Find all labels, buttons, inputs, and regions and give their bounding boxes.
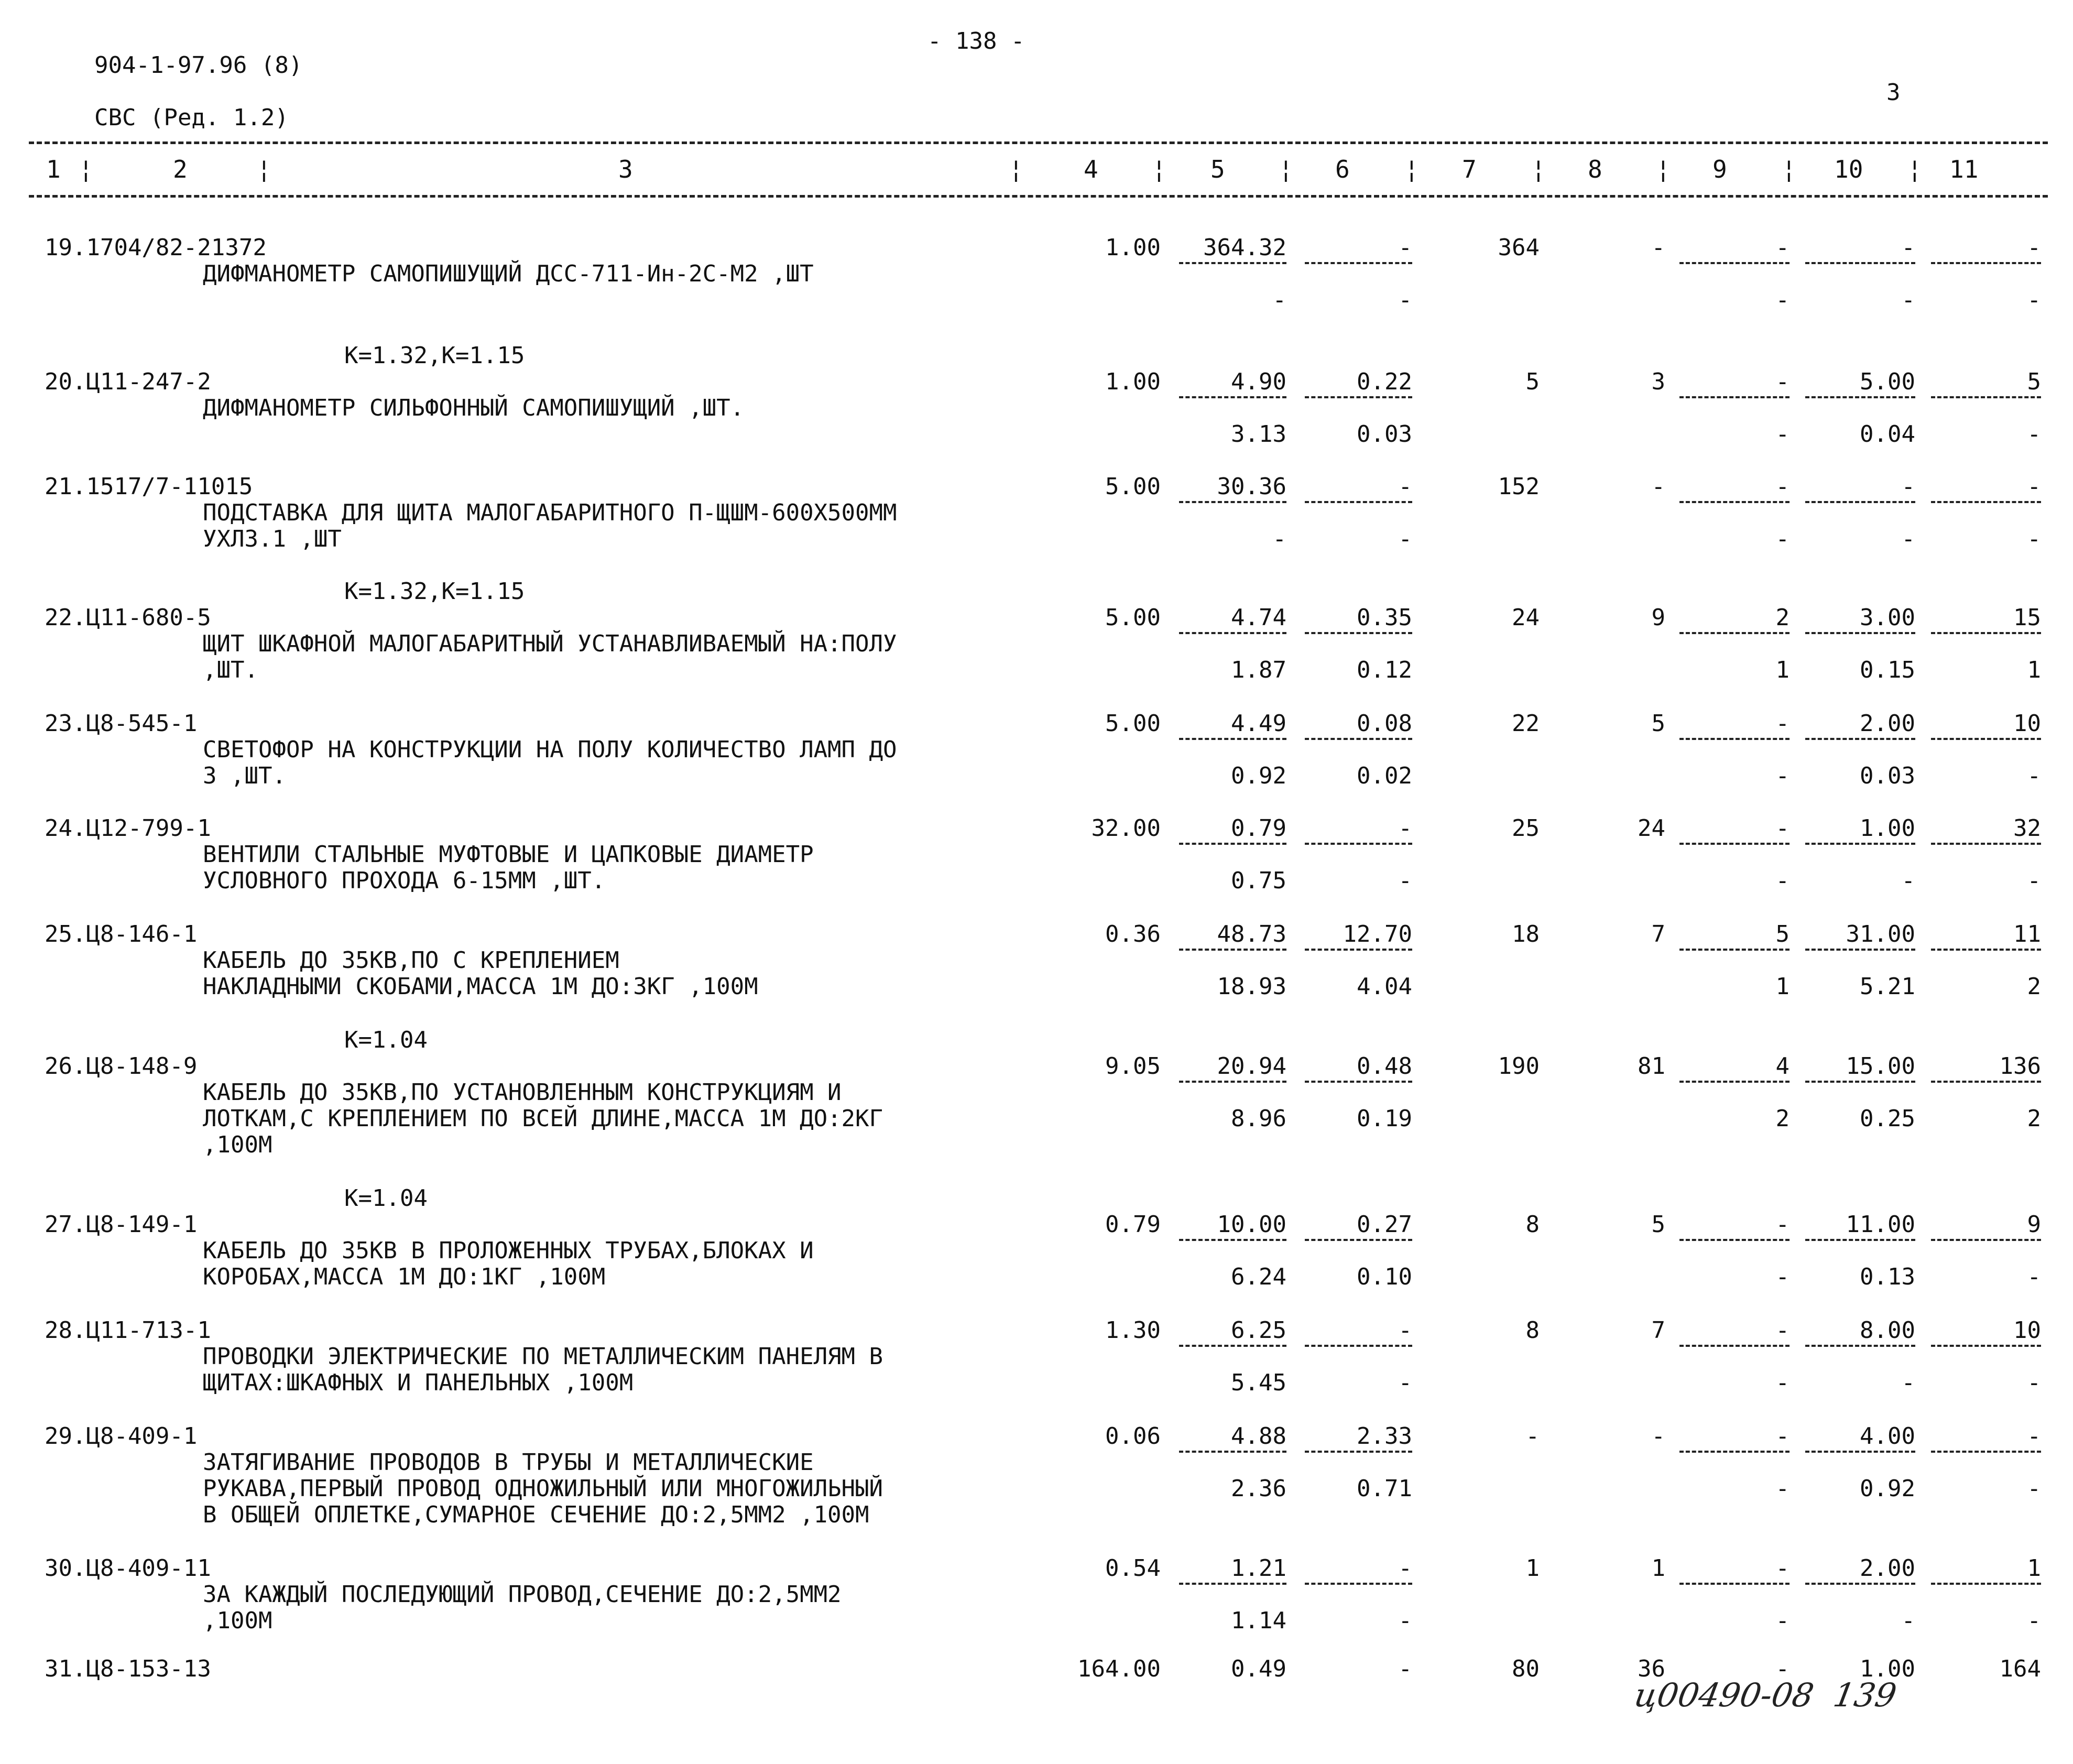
cell-col9: 4	[1775, 1053, 1790, 1080]
cell-col6-lower: 0.03	[1357, 421, 1412, 448]
cell-col7: 190	[1498, 1053, 1540, 1080]
fraction-rule	[1805, 1239, 1915, 1241]
fraction-rule	[1305, 632, 1412, 634]
column-number-5: 5	[1210, 155, 1225, 183]
column-number-2: 2	[173, 155, 188, 183]
fraction-rule	[1305, 396, 1412, 398]
cell-col6-lower: -	[1398, 526, 1412, 552]
fraction-rule	[1805, 1081, 1915, 1083]
cell-col6: 0.48	[1357, 1053, 1412, 1080]
cell-col9-lower: -	[1775, 526, 1790, 552]
fraction-rule	[1679, 1583, 1790, 1585]
fraction-rule	[1805, 396, 1915, 398]
cell-col10-lower: -	[1901, 526, 1915, 552]
cell-col9: 2	[1775, 604, 1790, 631]
cell-col7: 152	[1498, 473, 1540, 500]
row-description-line: ,ШТ.	[203, 657, 258, 683]
row-description-line: УХЛ3.1 ,ШТ	[203, 526, 342, 552]
cell-col11: 32	[2013, 815, 2041, 842]
cell-col8: 3	[1651, 368, 1665, 395]
cell-col6: 2.33	[1357, 1423, 1412, 1450]
cell-col9-lower: -	[1775, 763, 1790, 789]
cell-col6: -	[1398, 1317, 1412, 1344]
cell-col11: 9	[2027, 1211, 2041, 1238]
cell-col8: -	[1651, 234, 1665, 261]
row-description-line: УСЛОВНОГО ПРОХОДА 6-15ММ ,ШТ.	[203, 867, 606, 894]
cell-col6-lower: 0.12	[1357, 657, 1412, 683]
row-description-line: ДИФМАНОМЕТР САМОПИШУЩИЙ ДСС-711-Ин-2С-М2 ,ШТ	[203, 260, 814, 287]
cell-col7: 364	[1498, 234, 1540, 261]
cell-col9-lower: -	[1775, 1475, 1790, 1502]
cell-col11-lower: -	[2027, 1264, 2041, 1290]
row-description-line: КАБЕЛЬ ДО 35КВ В ПРОЛОЖЕННЫХ ТРУБАХ,БЛОКАХ И	[203, 1237, 814, 1264]
column-separator: ¦	[257, 155, 271, 183]
fraction-rule	[1931, 501, 2041, 503]
cell-col8: 7	[1651, 1317, 1665, 1344]
cell-col9-lower: 1	[1775, 973, 1790, 1000]
fraction-rule	[1179, 1345, 1286, 1347]
cell-col11: -	[2027, 234, 2041, 261]
coefficient-line: K=1.04	[344, 1027, 428, 1053]
fraction-rule	[1679, 632, 1790, 634]
cell-col5: 6.25	[1231, 1317, 1286, 1344]
fraction-rule	[1679, 949, 1790, 951]
cell-col8: -	[1651, 1423, 1665, 1450]
fraction-rule	[1931, 1451, 2041, 1453]
row-description-line: ЛОТКАМ,С КРЕПЛЕНИЕМ ПО ВСЕЙ ДЛИНЕ,МАССА 1М ДО:2КГ	[203, 1105, 883, 1132]
fraction-rule	[1305, 501, 1412, 503]
cell-col8: 5	[1651, 1211, 1665, 1238]
cell-col10: -	[1901, 473, 1915, 500]
cell-col11-lower: 2	[2027, 1105, 2041, 1132]
fraction-rule	[1931, 1345, 2041, 1347]
fraction-rule	[1805, 843, 1915, 845]
fraction-rule	[1305, 1081, 1412, 1083]
cell-col4: 1.00	[1105, 368, 1161, 395]
cell-col10: 3.00	[1860, 604, 1915, 631]
fraction-rule	[1931, 262, 2041, 264]
cell-col6: 0.35	[1357, 604, 1412, 631]
fraction-rule	[1931, 738, 2041, 740]
cell-col9: -	[1775, 1423, 1790, 1450]
cell-col10: 31.00	[1846, 921, 1915, 948]
cell-col6: -	[1398, 1656, 1412, 1682]
cell-col5-lower: 1.87	[1231, 657, 1286, 683]
cell-col7: 80	[1512, 1656, 1540, 1682]
cell-col6: 0.27	[1357, 1211, 1412, 1238]
fraction-rule	[1679, 1451, 1790, 1453]
cell-col6: 0.08	[1357, 710, 1412, 737]
fraction-rule	[1679, 843, 1790, 845]
cell-col4: 0.06	[1105, 1423, 1161, 1450]
cell-col4: 0.79	[1105, 1211, 1161, 1238]
cell-col7: -	[1525, 1423, 1540, 1450]
doc-code: 904-1-97.96 (8)	[94, 52, 303, 79]
fraction-rule	[1179, 1583, 1286, 1585]
column-number-10: 10	[1834, 155, 1863, 183]
handwritten-note: ц00490-08 139	[1631, 1676, 1900, 1714]
row-description-line: ПРОВОДКИ ЭЛЕКТРИЧЕСКИЕ ПО МЕТАЛЛИЧЕСКИМ ПАНЕЛЯМ В	[203, 1343, 883, 1370]
cell-col9-lower: 1	[1775, 657, 1790, 683]
cell-col9: -	[1775, 1317, 1790, 1344]
fraction-rule	[1179, 738, 1286, 740]
row-description-line: ВЕНТИЛИ СТАЛЬНЫЕ МУФТОВЫЕ И ЦАПКОВЫЕ ДИАМЕТР	[203, 841, 814, 868]
cell-col5: 4.90	[1231, 368, 1286, 395]
cell-col9-lower: -	[1775, 1607, 1790, 1634]
fraction-rule	[1179, 262, 1286, 264]
fraction-rule	[1305, 843, 1412, 845]
row-code: 23.Ц8-545-1	[45, 710, 198, 737]
cell-col6-lower: 0.10	[1357, 1264, 1412, 1290]
cell-col4: 0.36	[1105, 921, 1161, 948]
fraction-rule	[1305, 1239, 1412, 1241]
cell-col11: 136	[1999, 1053, 2041, 1080]
coefficient-line: K=1.04	[344, 1185, 428, 1212]
cell-col11-lower: 1	[2027, 657, 2041, 683]
column-number-9: 9	[1712, 155, 1727, 183]
cell-col10-lower: 0.15	[1860, 657, 1915, 683]
cell-col5-lower: 0.75	[1231, 867, 1286, 894]
fraction-rule	[1179, 1081, 1286, 1083]
cell-col4: 9.05	[1105, 1053, 1161, 1080]
column-number-1: 1	[46, 155, 61, 183]
fraction-rule	[1179, 1451, 1286, 1453]
cell-col8: 5	[1651, 710, 1665, 737]
cell-col6-lower: -	[1398, 1607, 1412, 1634]
cell-col10: 4.00	[1860, 1423, 1915, 1450]
program-version: СВС (Ред. 1.2)	[94, 104, 289, 131]
cell-col5: 20.94	[1217, 1053, 1286, 1080]
fraction-rule	[1305, 262, 1412, 264]
cell-col10-lower: 0.92	[1860, 1475, 1915, 1502]
cell-col7: 8	[1525, 1211, 1540, 1238]
fraction-rule	[1679, 1239, 1790, 1241]
cell-col11-lower: 2	[2027, 973, 2041, 1000]
fraction-rule	[1179, 632, 1286, 634]
cell-col5: 30.36	[1217, 473, 1286, 500]
cell-col6-lower: 0.71	[1357, 1475, 1412, 1502]
coefficient-line: K=1.32,K=1.15	[344, 578, 525, 605]
fraction-rule	[1179, 843, 1286, 845]
row-description-line: ЩИТАХ:ШКАФНЫХ И ПАНЕЛЬНЫХ ,100М	[203, 1369, 634, 1396]
row-code: 26.Ц8-148-9	[45, 1053, 198, 1080]
row-description-line: КАБЕЛЬ ДО 35КВ,ПО С КРЕПЛЕНИЕМ	[203, 947, 619, 974]
cell-col4: 32.00	[1091, 815, 1161, 842]
fraction-rule	[1931, 1239, 2041, 1241]
cell-col10-lower: -	[1901, 1607, 1915, 1634]
cell-col9: -	[1775, 1656, 1790, 1682]
fraction-rule	[1305, 1345, 1412, 1347]
cell-col11: 15	[2013, 604, 2041, 631]
row-description-line: РУКАВА,ПЕРВЫЙ ПРОВОД ОДНОЖИЛЬНЫЙ ИЛИ МНОГОЖИЛЬНЫЙ	[203, 1475, 883, 1502]
row-code: 24.Ц12-799-1	[45, 815, 211, 842]
fraction-rule	[1805, 949, 1915, 951]
cell-col11-lower: -	[2027, 763, 2041, 789]
header-bottom-rule	[29, 195, 2048, 198]
row-description-line: КОРОБАХ,МАССА 1М ДО:1КГ ,100М	[203, 1264, 606, 1290]
cell-col11-lower: -	[2027, 421, 2041, 448]
cell-col7: 18	[1512, 921, 1540, 948]
cell-col8: 7	[1651, 921, 1665, 948]
cell-col5: 1.21	[1231, 1555, 1286, 1582]
cell-col11-lower: -	[2027, 287, 2041, 313]
column-separator: ¦	[1009, 155, 1023, 183]
column-number-11: 11	[1949, 155, 1979, 183]
fraction-rule	[1305, 1583, 1412, 1585]
cell-col10-lower: 0.25	[1860, 1105, 1915, 1132]
fraction-rule	[1931, 1583, 2041, 1585]
cell-col10: 2.00	[1860, 710, 1915, 737]
cell-col9: -	[1775, 1211, 1790, 1238]
cell-col5: 4.74	[1231, 604, 1286, 631]
row-code: 31.Ц8-153-13	[45, 1656, 211, 1682]
fraction-rule	[1305, 949, 1412, 951]
cell-col11: -	[2027, 473, 2041, 500]
column-separator: ¦	[79, 155, 93, 183]
cell-col6-lower: 0.02	[1357, 763, 1412, 789]
row-code: 19.1704/82-21372	[45, 234, 267, 261]
cell-col9: 5	[1775, 921, 1790, 948]
cell-col11: 5	[2027, 368, 2041, 395]
sheet-mark: 3	[1886, 79, 1901, 106]
row-description-line: ,100М	[203, 1607, 272, 1634]
cell-col9: -	[1775, 1555, 1790, 1582]
cell-col9: -	[1775, 473, 1790, 500]
cell-col6: -	[1398, 473, 1412, 500]
cell-col9-lower: -	[1775, 287, 1790, 313]
row-code: 20.Ц11-247-2	[45, 368, 211, 395]
fraction-rule	[1805, 501, 1915, 503]
column-number-8: 8	[1588, 155, 1602, 183]
cell-col8: -	[1651, 473, 1665, 500]
row-code: 28.Ц11-713-1	[45, 1317, 211, 1344]
cell-col11-lower: -	[2027, 1607, 2041, 1634]
row-description-line: ДИФМАНОМЕТР СИЛЬФОННЫЙ САМОПИШУЩИЙ ,ШТ.	[203, 395, 745, 421]
column-number-7: 7	[1462, 155, 1477, 183]
row-description-line: ПОДСТАВКА ДЛЯ ЩИТА МАЛОГАБАРИТНОГО П-ЩШМ-600Х500ММ	[203, 499, 897, 526]
cell-col9-lower: -	[1775, 1369, 1790, 1396]
cell-col6: -	[1398, 234, 1412, 261]
cell-col5-lower: 8.96	[1231, 1105, 1286, 1132]
cell-col11-lower: -	[2027, 1369, 2041, 1396]
row-code: 29.Ц8-409-1	[45, 1423, 198, 1450]
cell-col9: -	[1775, 815, 1790, 842]
fraction-rule	[1179, 396, 1286, 398]
column-number-3: 3	[618, 155, 633, 183]
column-separator: ¦	[1279, 155, 1293, 183]
cell-col11: 10	[2013, 710, 2041, 737]
cell-col11-lower: -	[2027, 526, 2041, 552]
cell-col8: 9	[1651, 604, 1665, 631]
cell-col9-lower: -	[1775, 421, 1790, 448]
cell-col9: -	[1775, 234, 1790, 261]
cell-col6: -	[1398, 1555, 1412, 1582]
row-description-line: НАКЛАДНЫМИ СКОБАМИ,МАССА 1М ДО:3КГ ,100М	[203, 973, 758, 1000]
cell-col5-lower: 5.45	[1231, 1369, 1286, 1396]
cell-col10: 15.00	[1846, 1053, 1915, 1080]
cell-col6: -	[1398, 815, 1412, 842]
header-top-rule	[29, 141, 2048, 144]
fraction-rule	[1679, 262, 1790, 264]
cell-col4: 164.00	[1077, 1656, 1161, 1682]
fraction-rule	[1305, 738, 1412, 740]
coefficient-line: K=1.32,K=1.15	[344, 342, 525, 369]
row-description-line: ЩИТ ШКАФНОЙ МАЛОГАБАРИТНЫЙ УСТАНАВЛИВАЕМЫЙ НА:ПОЛУ	[203, 630, 897, 657]
cell-col9: -	[1775, 368, 1790, 395]
cell-col4: 5.00	[1105, 473, 1161, 500]
cell-col7: 22	[1512, 710, 1540, 737]
cell-col6-lower: 4.04	[1357, 973, 1412, 1000]
fraction-rule	[1179, 1239, 1286, 1241]
fraction-rule	[1805, 632, 1915, 634]
fraction-rule	[1679, 738, 1790, 740]
row-description-line: КАБЕЛЬ ДО 35КВ,ПО УСТАНОВЛЕННЫМ КОНСТРУКЦИЯМ И	[203, 1079, 842, 1106]
cell-col11: 164	[1999, 1656, 2041, 1682]
cell-col10: -	[1901, 234, 1915, 261]
cell-col5-lower: 18.93	[1217, 973, 1286, 1000]
fraction-rule	[1179, 501, 1286, 503]
column-separator: ¦	[1656, 155, 1671, 183]
cell-col7: 5	[1525, 368, 1540, 395]
cell-col11: 10	[2013, 1317, 2041, 1344]
fraction-rule	[1179, 949, 1286, 951]
row-description-line: ЗА КАЖДЫЙ ПОСЛЕДУЮЩИЙ ПРОВОД,СЕЧЕНИЕ ДО:2,5ММ2	[203, 1581, 842, 1608]
row-description-line: ,100М	[203, 1131, 272, 1158]
row-code: 22.Ц11-680-5	[45, 604, 211, 631]
cell-col4: 5.00	[1105, 604, 1161, 631]
cell-col6: 12.70	[1343, 921, 1412, 948]
column-separator: ¦	[1907, 155, 1922, 183]
cell-col10-lower: 0.04	[1860, 421, 1915, 448]
cell-col5-lower: 1.14	[1231, 1607, 1286, 1634]
cell-col5-lower: -	[1272, 287, 1286, 313]
row-code: 21.1517/7-11015	[45, 473, 253, 500]
fraction-rule	[1931, 632, 2041, 634]
page-number: - 138 -	[928, 28, 1025, 55]
cell-col10-lower: -	[1901, 1369, 1915, 1396]
fraction-rule	[1931, 949, 2041, 951]
row-description-line: ЗАТЯГИВАНИЕ ПРОВОДОВ В ТРУБЫ И МЕТАЛЛИЧЕСКИЕ	[203, 1449, 814, 1476]
cell-col9-lower: 2	[1775, 1105, 1790, 1132]
cell-col5-lower: 6.24	[1231, 1264, 1286, 1290]
cell-col11: -	[2027, 1423, 2041, 1450]
cell-col5: 10.00	[1217, 1211, 1286, 1238]
cell-col5: 48.73	[1217, 921, 1286, 948]
cell-col10-lower: 0.13	[1860, 1264, 1915, 1290]
cell-col4: 1.00	[1105, 234, 1161, 261]
cell-col8: 81	[1638, 1053, 1665, 1080]
fraction-rule	[1679, 1345, 1790, 1347]
cell-col7: 1	[1525, 1555, 1540, 1582]
cell-col10: 1.00	[1860, 815, 1915, 842]
fraction-rule	[1931, 396, 2041, 398]
column-number-6: 6	[1335, 155, 1350, 183]
cell-col7: 8	[1525, 1317, 1540, 1344]
cell-col11: 11	[2013, 921, 2041, 948]
fraction-rule	[1679, 396, 1790, 398]
cell-col10: 1.00	[1860, 1656, 1915, 1682]
row-code: 25.Ц8-146-1	[45, 921, 198, 948]
cell-col6-lower: -	[1398, 287, 1412, 313]
cell-col10: 5.00	[1860, 368, 1915, 395]
cell-col4: 5.00	[1105, 710, 1161, 737]
cell-col4: 1.30	[1105, 1317, 1161, 1344]
fraction-rule	[1805, 1345, 1915, 1347]
cell-col6-lower: -	[1398, 867, 1412, 894]
column-number-4: 4	[1084, 155, 1098, 183]
cell-col6-lower: 0.19	[1357, 1105, 1412, 1132]
fraction-rule	[1679, 501, 1790, 503]
column-separator: ¦	[1531, 155, 1546, 183]
cell-col5: 364.32	[1203, 234, 1286, 261]
cell-col5: 4.88	[1231, 1423, 1286, 1450]
cell-col5-lower: 0.92	[1231, 763, 1286, 789]
cell-col5-lower: 3.13	[1231, 421, 1286, 448]
fraction-rule	[1931, 843, 2041, 845]
cell-col5: 4.49	[1231, 710, 1286, 737]
cell-col9-lower: -	[1775, 1264, 1790, 1290]
cell-col11-lower: -	[2027, 867, 2041, 894]
cell-col9-lower: -	[1775, 867, 1790, 894]
cell-col5: 0.49	[1231, 1656, 1286, 1682]
cell-col10-lower: -	[1901, 287, 1915, 313]
cell-col5-lower: -	[1272, 526, 1286, 552]
cell-col5-lower: 2.36	[1231, 1475, 1286, 1502]
cell-col6-lower: -	[1398, 1369, 1412, 1396]
row-description-line: СВЕТОФОР НА КОНСТРУКЦИИ НА ПОЛУ КОЛИЧЕСТВО ЛАМП ДО	[203, 736, 897, 763]
row-description-line: 3 ,ШТ.	[203, 763, 286, 789]
fraction-rule	[1805, 1451, 1915, 1453]
cell-col10: 2.00	[1860, 1555, 1915, 1582]
cell-col7: 25	[1512, 815, 1540, 842]
cell-col4: 0.54	[1105, 1555, 1161, 1582]
column-separator: ¦	[1152, 155, 1166, 183]
cell-col8: 1	[1651, 1555, 1665, 1582]
fraction-rule	[1931, 1081, 2041, 1083]
cell-col10: 11.00	[1846, 1211, 1915, 1238]
row-description-line: В ОБЩЕЙ ОПЛЕТКЕ,СУМАРНОЕ СЕЧЕНИЕ ДО:2,5ММ2 ,100М	[203, 1501, 869, 1528]
cell-col10: 8.00	[1860, 1317, 1915, 1344]
cell-col11-lower: -	[2027, 1475, 2041, 1502]
cell-col6: 0.22	[1357, 368, 1412, 395]
fraction-rule	[1805, 738, 1915, 740]
fraction-rule	[1805, 1583, 1915, 1585]
fraction-rule	[1679, 1081, 1790, 1083]
cell-col10-lower: 5.21	[1860, 973, 1915, 1000]
cell-col5: 0.79	[1231, 815, 1286, 842]
cell-col7: 24	[1512, 604, 1540, 631]
cell-col10-lower: 0.03	[1860, 763, 1915, 789]
fraction-rule	[1805, 262, 1915, 264]
row-code: 27.Ц8-149-1	[45, 1211, 198, 1238]
cell-col8: 24	[1638, 815, 1665, 842]
cell-col11: 1	[2027, 1555, 2041, 1582]
fraction-rule	[1305, 1451, 1412, 1453]
cell-col10-lower: -	[1901, 867, 1915, 894]
row-code: 30.Ц8-409-11	[45, 1555, 211, 1582]
column-separator: ¦	[1782, 155, 1796, 183]
column-separator: ¦	[1404, 155, 1419, 183]
cell-col8: 36	[1638, 1656, 1665, 1682]
cell-col9: -	[1775, 710, 1790, 737]
